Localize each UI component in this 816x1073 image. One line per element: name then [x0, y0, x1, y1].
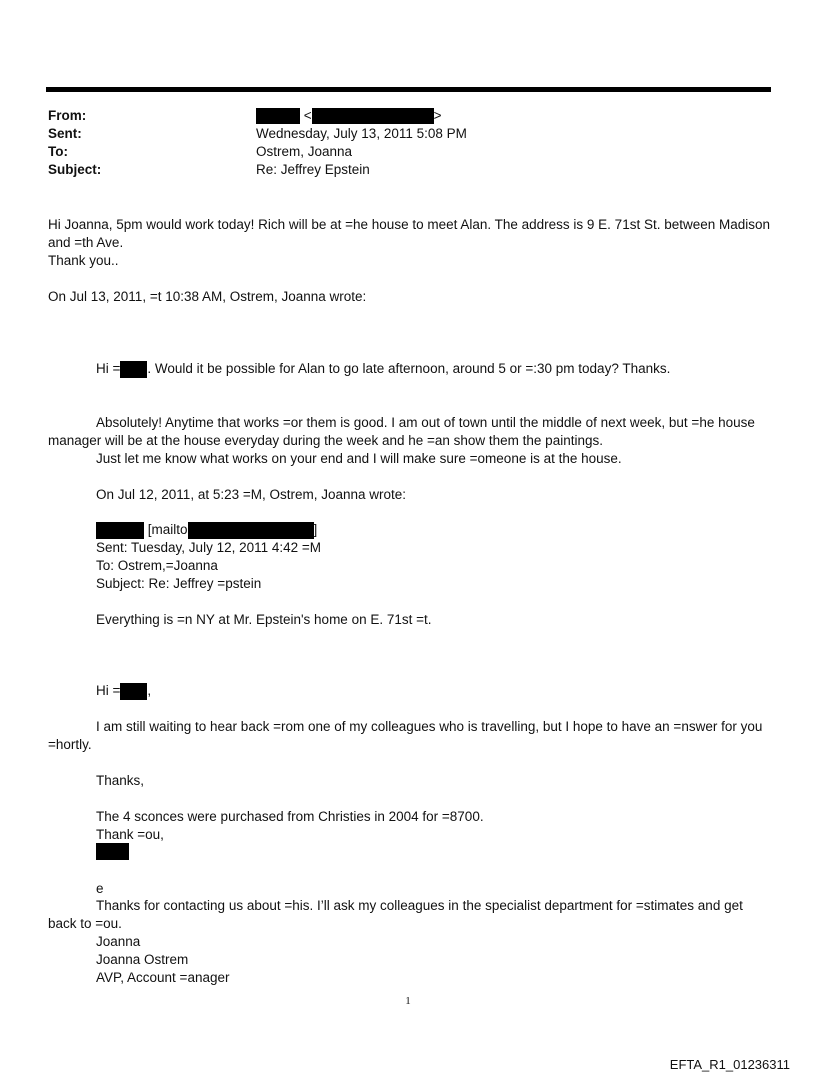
quoted-header-line: On Jul 13, 2011, =t 10:38 AM, Ostrem, Joanna wrote:: [48, 289, 367, 304]
sent-value: Wednesday, July 13, 2011 5:08 PM: [256, 126, 467, 141]
mailto-close: ]: [313, 522, 318, 537]
redacted-sender-name: [256, 108, 300, 124]
body-line: Sent: Tuesday, July 12, 2011 4:42 =M: [96, 540, 322, 555]
body-line: Thanks for contacting us about =his. I’ll ask my colleagues in the specialist department for =stimates and get: [96, 898, 743, 913]
sent-label: Sent:: [48, 126, 82, 141]
body-line: e: [96, 881, 104, 896]
body-line: and =th Ave.: [48, 235, 124, 250]
header-rule: [46, 87, 771, 92]
body-line: Thanks,: [96, 773, 145, 788]
body-line: =hortly.: [48, 737, 92, 752]
body-line: [96, 682, 151, 700]
body-line: Thank =ou,: [96, 827, 164, 842]
greeting-comma: ,: [147, 683, 152, 698]
greeting-text: Hi =: [96, 683, 121, 698]
body-line: Absolutely! Anytime that works =or them is good. I am out of town until the middle of next week, but =he house: [96, 415, 755, 430]
subject-value: Re: Jeffrey Epstein: [256, 162, 370, 177]
body-line: Subject: Re: Jeffrey =pstein: [96, 576, 262, 591]
redacted-sender-email: [312, 108, 434, 124]
from-value: [256, 107, 442, 125]
body-line: To: Ostrem,=Joanna: [96, 558, 218, 573]
body-line: Hi Joanna, 5pm would work today! Rich will be at =he house to meet Alan. The address is 9 E. 71st St. between Madison: [48, 217, 771, 232]
subject-label: Subject:: [48, 162, 102, 177]
body-line: AVP, Account =anager: [96, 970, 230, 985]
to-value: Ostrem, Joanna: [256, 144, 353, 159]
body-line: [96, 360, 670, 378]
body-line: manager will be at the house everyday during the week and he =an show them the paintings.: [48, 433, 603, 448]
quoted-header-line: On Jul 12, 2011, at 5:23 =M, Ostrem, Joanna wrote:: [96, 487, 407, 502]
message-text: . Would it be possible for Alan to go late afternoon, around 5 or =:30 pm today? Thanks.: [147, 361, 671, 376]
redacted-name: [120, 683, 147, 700]
redacted-name: [120, 361, 147, 378]
body-line: The 4 sconces were purchased from Christies in 2004 for =8700.: [96, 809, 484, 824]
body-line: Thank you..: [48, 253, 119, 268]
body-line: Just let me know what works on your end and I will make sure =omeone is at the house.: [96, 451, 622, 466]
redacted-email: [188, 522, 314, 539]
body-line: [96, 521, 317, 539]
from-angle-open: <: [303, 108, 312, 123]
from-angle-close: >: [433, 108, 442, 123]
body-line: Everything is =n NY at Mr. Epstein's home on E. 71st =t.: [96, 612, 432, 627]
greeting-text: Hi =: [96, 361, 121, 376]
body-line: back to =ou.: [48, 916, 122, 931]
document-id: EFTA_R1_01236311: [669, 1057, 790, 1072]
from-label: From:: [48, 108, 87, 123]
body-line: Joanna Ostrem: [96, 952, 189, 967]
redacted-signature: [96, 843, 129, 860]
mailto-text: [mailto: [147, 522, 188, 537]
body-line: Joanna: [96, 934, 141, 949]
body-line: I am still waiting to hear back =rom one of my colleagues who is travelling, but I hope to have an =nswer for you: [96, 719, 763, 734]
page-number: 1: [405, 995, 411, 1007]
to-label: To:: [48, 144, 68, 159]
redacted-name: [96, 522, 144, 539]
